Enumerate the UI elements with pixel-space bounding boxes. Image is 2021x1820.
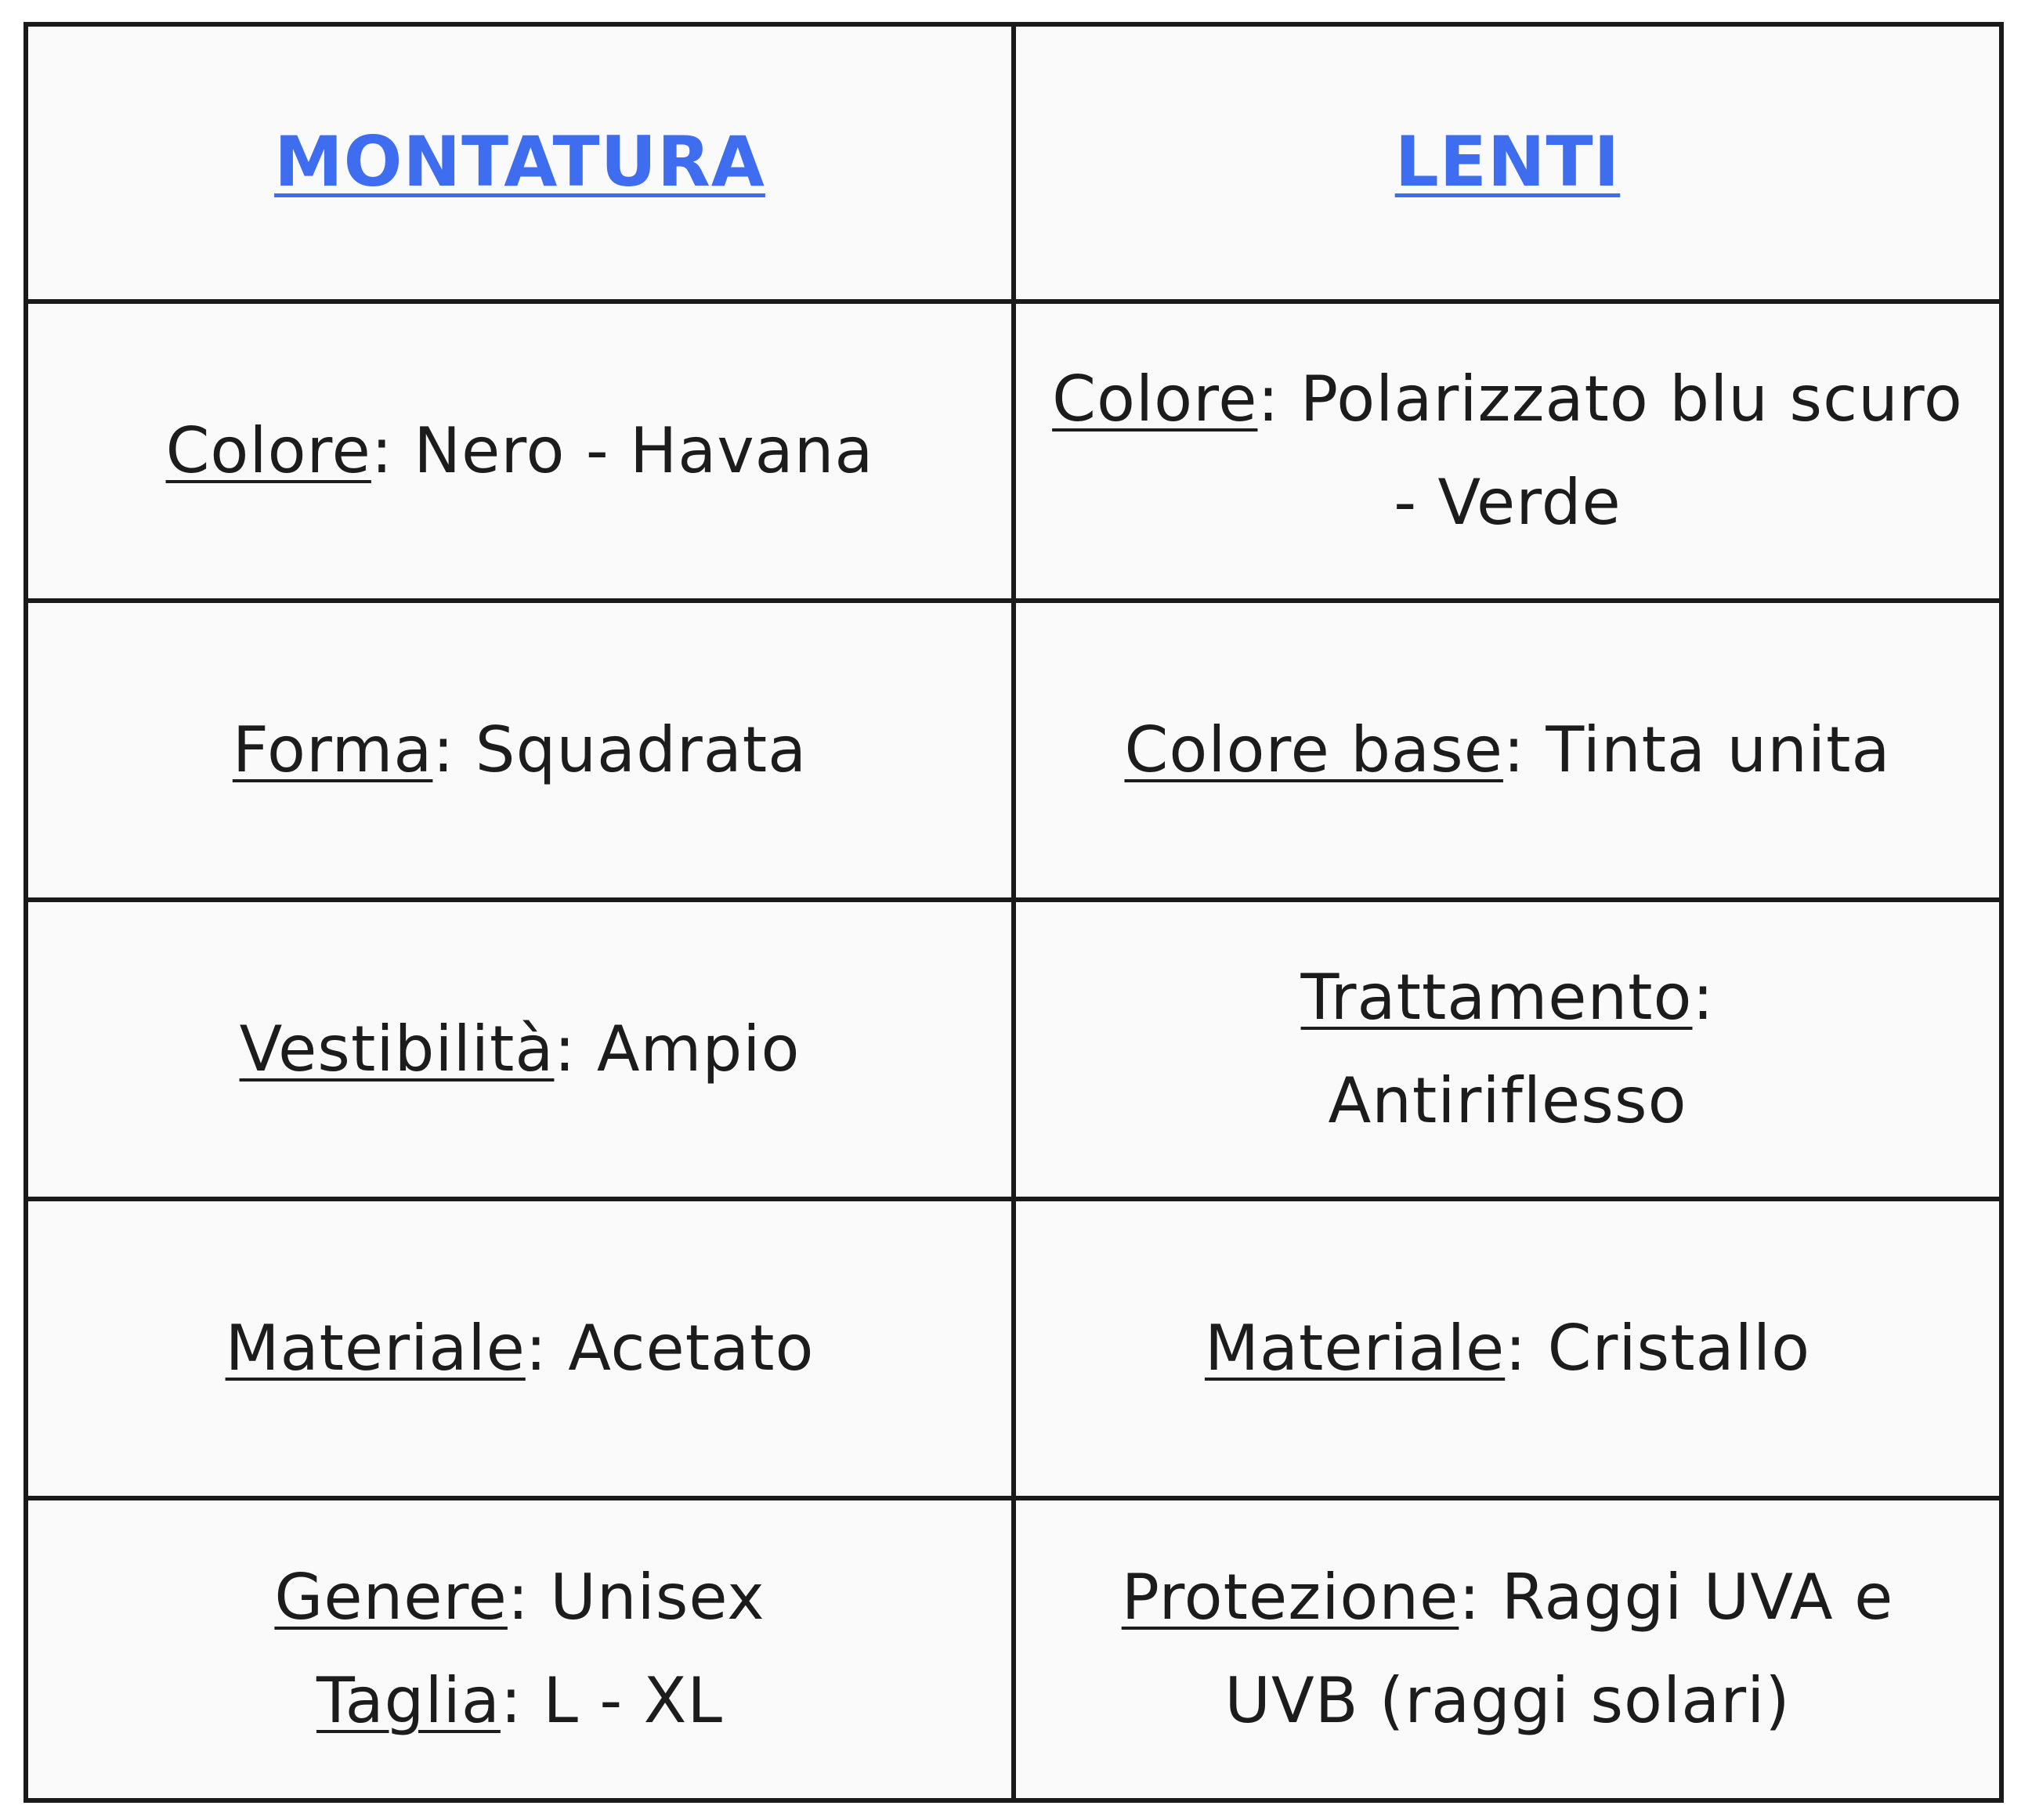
- spec-label: Colore: [165, 414, 371, 487]
- spec-value: Cristallo: [1547, 1312, 1811, 1385]
- spec-value: Raggi UVA e UVB (raggi solari): [1224, 1561, 1894, 1737]
- cell-lenti-materiale: Materiale: Cristallo: [1014, 1199, 2001, 1498]
- cell-lenti-colore-base: Colore base: Tinta unita: [1014, 601, 2001, 900]
- spec-value: Ampio: [596, 1013, 801, 1085]
- cell-lenti-protezione: Protezione: Raggi UVA e UVB (raggi solari): [1014, 1498, 2001, 1800]
- spec-value: L - XL: [543, 1664, 723, 1737]
- spec-value: Nero - Havana: [414, 414, 874, 487]
- spec-line-taglia: Taglia: L - XL: [316, 1664, 723, 1737]
- spec-value: Polarizzato blu scuro - Verde: [1300, 363, 1963, 539]
- spec-label: Materiale: [1204, 1312, 1506, 1385]
- spec-label: Protezione: [1121, 1561, 1459, 1634]
- header-cell-montatura: [26, 24, 1014, 302]
- spec-label: Genere: [274, 1561, 508, 1634]
- spec-value: Unisex: [550, 1561, 765, 1634]
- table-row: [26, 900, 2001, 1199]
- spec-label-line: Trattamento:: [1300, 961, 1715, 1034]
- table-row: [26, 302, 2001, 601]
- spec-label: Taglia: [316, 1664, 501, 1737]
- cell-lenti-trattamento: [1014, 900, 2001, 1199]
- table-row: [26, 1199, 2001, 1498]
- header-lenti[interactable]: LENTI: [1394, 121, 1621, 202]
- cell-lenti-colore: Colore: Polarizzato blu scuro - Verde: [1014, 302, 2001, 601]
- cell-montatura-vestibilita: Vestibilità: Ampio: [26, 900, 1014, 1199]
- table-row: [26, 601, 2001, 900]
- spec-value: Squadrata: [475, 713, 808, 786]
- spec-value: Acetato: [568, 1312, 815, 1385]
- spec-label: Colore: [1052, 363, 1258, 435]
- cell-montatura-colore: Colore: Nero - Havana: [26, 302, 1014, 601]
- spec-value: Antiriflesso: [1328, 1064, 1687, 1137]
- table-row: [26, 1498, 2001, 1800]
- spec-label: Colore base: [1124, 713, 1503, 786]
- table-header-row: [26, 24, 2001, 302]
- spec-line-genere: Genere: Unisex: [274, 1561, 765, 1634]
- spec-label: Forma: [232, 713, 433, 786]
- cell-montatura-materiale: Materiale: Acetato: [26, 1199, 1014, 1498]
- spec-label: Trattamento: [1300, 961, 1693, 1034]
- specs-table: [24, 22, 2004, 1803]
- header-cell-lenti: [1014, 24, 2001, 302]
- header-montatura[interactable]: MONTATURA: [274, 121, 765, 202]
- spec-label: Vestibilità: [239, 1013, 555, 1085]
- spec-label: Materiale: [225, 1312, 526, 1385]
- spec-value: Tinta unita: [1546, 713, 1891, 786]
- cell-montatura-forma: Forma: Squadrata: [26, 601, 1014, 900]
- cell-montatura-genere-taglia: [26, 1498, 1014, 1800]
